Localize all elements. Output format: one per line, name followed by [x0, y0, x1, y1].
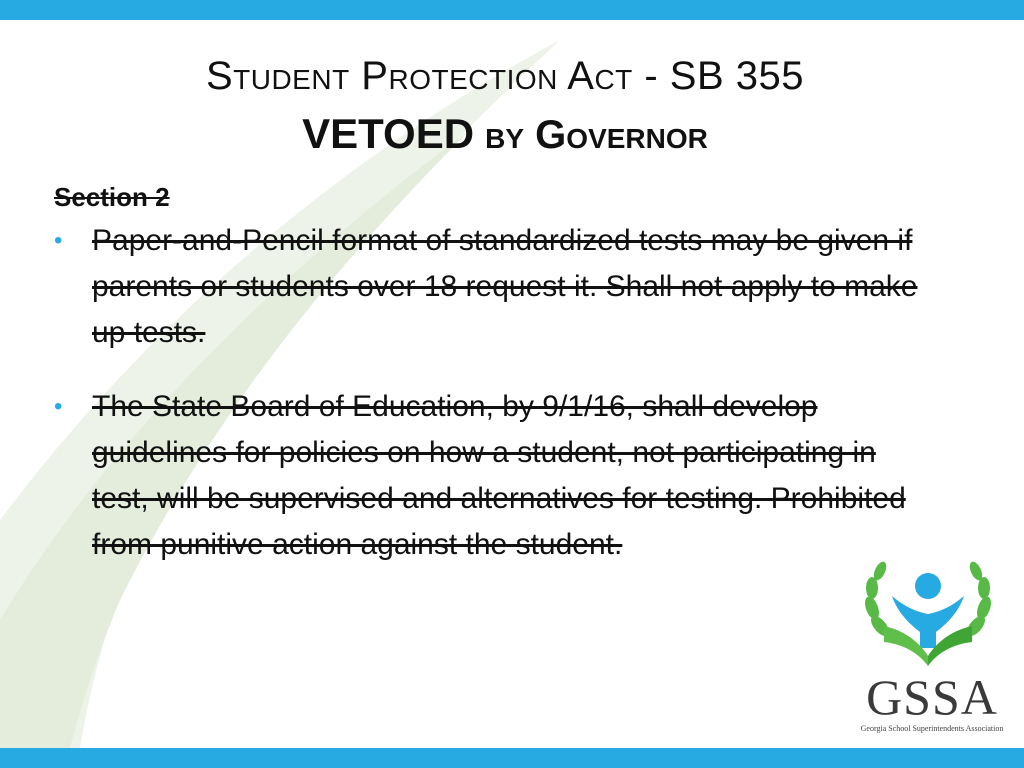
gssa-logo-text: GSSA	[866, 669, 998, 725]
bullet-dot-icon: •	[54, 393, 63, 420]
bottom-accent-bar	[0, 748, 1024, 768]
bullet-text: The State Board of Education, by 9/1/16, shall develop guidelines for policies on how a student, not participating in test, will be supervised and alternatives for testing. Prohibited from punitive action against the student.	[92, 390, 906, 561]
slide-title	[90, 48, 920, 165]
bullet-item	[54, 384, 954, 568]
slide-content	[54, 176, 954, 568]
vetoed-label: VETOED	[302, 110, 475, 157]
bullet-item	[54, 218, 954, 356]
gssa-logo-subtitle: Georgia School Superintendents Association	[860, 724, 1004, 733]
bullet-dot-icon: •	[54, 227, 63, 254]
title-line-veto	[90, 104, 920, 165]
section-heading: Section 2	[54, 182, 170, 212]
top-accent-bar	[0, 0, 1024, 20]
bullet-text: Paper-and-Pencil format of standardized tests may be given if parents or students over 18 request it. Shall not apply to make up tests.	[92, 224, 918, 349]
title-line-act: Student Protection Act - SB 355	[205, 54, 805, 98]
by-governor-label: by Governor	[485, 113, 708, 157]
